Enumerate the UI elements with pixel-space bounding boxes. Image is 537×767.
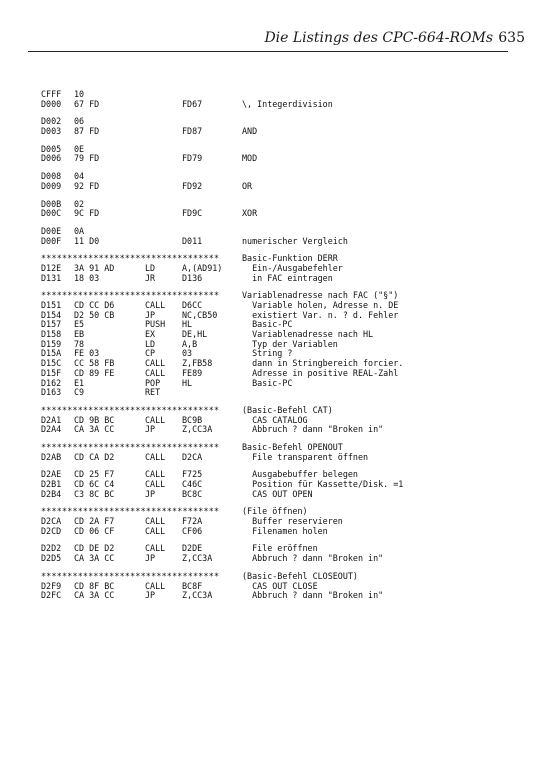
comment: existiert Var. n. ? d. Fehler <box>242 309 399 320</box>
mnemonic: RET <box>145 387 161 398</box>
address: D154 <box>41 309 62 320</box>
mnemonic: CALL <box>145 469 166 480</box>
hex-bytes: E1 <box>74 377 85 388</box>
address: D159 <box>41 338 62 349</box>
mnemonic: CALL <box>145 367 166 378</box>
hex-bytes: 67 FD <box>74 98 100 109</box>
hex-bytes: 04 <box>74 171 85 182</box>
operand: FD9C <box>182 208 203 219</box>
comment: Adresse in positive REAL-Zahl <box>242 367 399 378</box>
mnemonic: JP <box>145 488 156 499</box>
code-line <box>41 117 501 127</box>
address: D2B4 <box>41 488 62 499</box>
address: D2FC <box>41 590 62 601</box>
operand: DE,HL <box>182 329 208 340</box>
address: D157 <box>41 319 62 330</box>
address: D002 <box>41 116 62 127</box>
separator-stars: ********************************** <box>41 570 220 581</box>
address: D00E <box>41 225 62 236</box>
hex-bytes: CD 9B BC <box>74 414 115 425</box>
address: D003 <box>41 126 62 137</box>
address: D009 <box>41 180 62 191</box>
code-line <box>41 425 501 435</box>
hex-bytes: CD 06 CF <box>74 525 115 536</box>
hex-bytes: CD CA D2 <box>74 451 115 462</box>
hex-bytes: D2 50 CB <box>74 309 115 320</box>
hex-bytes: 06 <box>74 116 85 127</box>
code-line <box>41 274 501 284</box>
section-heading: (File öffnen) <box>242 506 308 517</box>
code-line <box>41 200 501 210</box>
page-header <box>0 0 537 52</box>
address: D158 <box>41 329 62 340</box>
address: D2AB <box>41 451 62 462</box>
operand: BC8C <box>182 488 203 499</box>
comment: MOD <box>242 153 258 164</box>
hex-bytes: CD 8F BC <box>74 580 115 591</box>
code-line <box>41 388 501 398</box>
hex-bytes: CC 58 FB <box>74 358 115 369</box>
mnemonic: JP <box>145 309 156 320</box>
section-heading: Variablenadresse nach FAC ("§") <box>242 290 399 301</box>
section-heading: Basic-Funktion DERR <box>242 253 338 264</box>
operand: FD92 <box>182 180 203 191</box>
operand: F725 <box>182 469 203 480</box>
comment: Ausgabebuffer belegen <box>242 469 358 480</box>
hex-bytes: CD 2A F7 <box>74 516 115 527</box>
hex-bytes: 02 <box>74 198 85 209</box>
code-line <box>41 554 501 564</box>
operand: Z,CC3A <box>182 590 213 601</box>
mnemonic: CALL <box>145 414 166 425</box>
operand: A,B <box>182 338 198 349</box>
operand: BC9B <box>182 414 203 425</box>
address: D163 <box>41 387 62 398</box>
hex-bytes: 78 <box>74 338 85 349</box>
comment: OR <box>242 180 253 191</box>
blank-line <box>41 137 501 145</box>
code-line <box>41 527 501 537</box>
code-line <box>41 172 501 182</box>
mnemonic: CALL <box>145 479 166 489</box>
address: D15A <box>41 348 62 359</box>
separator-stars: ********************************** <box>41 404 220 415</box>
address: D00B <box>41 198 62 209</box>
code-line <box>41 209 501 219</box>
operand: C46C <box>182 479 203 489</box>
page-number: 635 <box>498 30 525 46</box>
operand: FD87 <box>182 126 203 137</box>
comment: CAS CATALOG <box>242 414 308 425</box>
operand: FE89 <box>182 367 203 378</box>
address: D2CA <box>41 516 62 527</box>
hex-bytes: CD 6C C4 <box>74 479 115 489</box>
comment: Basic-PC <box>242 319 293 330</box>
comment: Abbruch ? dann "Broken in" <box>242 590 384 601</box>
operand: Z,CC3A <box>182 424 213 435</box>
address: D162 <box>41 377 62 388</box>
hex-bytes: 3A 91 AD <box>74 262 115 273</box>
mnemonic: JP <box>145 424 156 435</box>
comment: AND <box>242 126 258 137</box>
address: D00C <box>41 208 62 219</box>
hex-bytes: 92 FD <box>74 180 100 191</box>
address: D15C <box>41 358 62 369</box>
mnemonic: JR <box>145 272 156 283</box>
operand: FD67 <box>182 98 203 109</box>
hex-bytes: 10 <box>74 89 85 99</box>
address: D000 <box>41 98 62 109</box>
mnemonic: JP <box>145 590 156 601</box>
mnemonic: CALL <box>145 300 166 310</box>
comment: in FAC eintragen <box>242 272 333 283</box>
mnemonic: CP <box>145 348 156 359</box>
comment: Filenamen holen <box>242 525 328 536</box>
blank-line <box>41 164 501 172</box>
section-heading: Basic-Befehl OPENOUT <box>242 441 343 452</box>
mnemonic: CALL <box>145 516 166 527</box>
mnemonic: LD <box>145 338 156 349</box>
mnemonic: POP <box>145 377 161 388</box>
comment: Buffer reservieren <box>242 516 343 527</box>
blank-line <box>41 192 501 200</box>
address: D131 <box>41 272 62 283</box>
mnemonic: CALL <box>145 525 166 536</box>
comment: dann in Stringbereich forcier. <box>242 358 404 369</box>
mnemonic: CALL <box>145 543 166 554</box>
mnemonic: PUSH <box>145 319 166 330</box>
mnemonic: CALL <box>145 358 166 369</box>
operand: D011 <box>182 235 203 246</box>
hex-bytes: CA 3A CC <box>74 590 115 601</box>
code-line <box>41 453 501 463</box>
code-line <box>41 182 501 192</box>
operand: HL <box>182 377 193 388</box>
address: D2D2 <box>41 543 62 554</box>
hex-bytes: CD CC D6 <box>74 300 115 310</box>
address: D151 <box>41 300 62 310</box>
hex-bytes: 0E <box>74 143 85 154</box>
comment: Abbruch ? dann "Broken in" <box>242 553 384 564</box>
operand: CF06 <box>182 525 203 536</box>
hex-bytes: CA 3A CC <box>74 553 115 564</box>
comment: Variable holen, Adresse n. DE <box>242 300 399 310</box>
comment: \, Integerdivision <box>242 98 333 109</box>
address: CFFF <box>41 89 62 99</box>
comment: Variablenadresse nach HL <box>242 329 374 340</box>
code-line <box>41 127 501 137</box>
separator-stars: ********************************** <box>41 253 220 264</box>
blank-line <box>41 109 501 117</box>
hex-bytes: E5 <box>74 319 85 330</box>
address: D2CD <box>41 525 62 536</box>
address: D12E <box>41 262 62 273</box>
code-line <box>41 154 501 164</box>
comment: Typ der Variablen <box>242 338 338 349</box>
operand: D136 <box>182 272 203 283</box>
comment: Abbruch ? dann "Broken in" <box>242 424 384 435</box>
mnemonic: CALL <box>145 580 166 591</box>
blank-line <box>41 219 501 227</box>
mnemonic: EX <box>145 329 156 340</box>
hex-bytes: C9 <box>74 387 85 398</box>
operand: D2CA <box>182 451 203 462</box>
assembly-listing <box>41 90 501 601</box>
comment: CAS OUT CLOSE <box>242 580 318 591</box>
code-line <box>41 591 501 601</box>
operand: D6CC <box>182 300 203 310</box>
address: D006 <box>41 153 62 164</box>
operand: HL <box>182 319 193 330</box>
operand: NC,CB50 <box>182 309 218 320</box>
comment: CAS OUT OPEN <box>242 488 313 499</box>
hex-bytes: 9C FD <box>74 208 100 219</box>
comment: Position für Kassette/Disk. =1 <box>242 479 404 489</box>
hex-bytes: CA 3A CC <box>74 424 115 435</box>
code-line <box>41 490 501 500</box>
hex-bytes: 18 03 <box>74 272 100 283</box>
code-line <box>41 145 501 155</box>
hex-bytes: CD 25 F7 <box>74 469 115 480</box>
mnemonic: LD <box>145 262 156 273</box>
operand: Z,FB58 <box>182 358 213 369</box>
hex-bytes: 79 FD <box>74 153 100 164</box>
address: D2AE <box>41 469 62 480</box>
address: D00F <box>41 235 62 246</box>
operand: Z,CC3A <box>182 553 213 564</box>
address: D2F9 <box>41 580 62 591</box>
hex-bytes: CD DE D2 <box>74 543 115 554</box>
hex-bytes: 87 FD <box>74 126 100 137</box>
running-title: Die Listings des CPC-664-ROMs <box>264 30 493 46</box>
hex-bytes: CD 89 FE <box>74 367 115 378</box>
address: D2A4 <box>41 424 62 435</box>
comment: String ? <box>242 348 293 359</box>
comment: numerischer Vergleich <box>242 235 348 246</box>
hex-bytes: EB <box>74 329 85 340</box>
hex-bytes: 0A <box>74 225 85 236</box>
code-line <box>41 100 501 110</box>
comment: File eröffnen <box>242 543 318 554</box>
hex-bytes: C3 8C BC <box>74 488 115 499</box>
separator-stars: ********************************** <box>41 441 220 452</box>
header-rule <box>28 51 508 52</box>
section-heading: (Basic-Befehl CAT) <box>242 404 333 415</box>
code-line <box>41 237 501 247</box>
operand: FD79 <box>182 153 203 164</box>
operand: F72A <box>182 516 203 527</box>
address: D005 <box>41 143 62 154</box>
mnemonic: CALL <box>145 451 166 462</box>
operand: 03 <box>182 348 193 359</box>
operand: BC8F <box>182 580 203 591</box>
hex-bytes: FE 03 <box>74 348 100 359</box>
separator-stars: ********************************** <box>41 290 220 301</box>
operand: A,(AD91) <box>182 262 223 273</box>
address: D2A1 <box>41 414 62 425</box>
comment: Ein-/Ausgabefehler <box>242 262 343 273</box>
address: D008 <box>41 171 62 182</box>
mnemonic: JP <box>145 553 156 564</box>
operand: D2DE <box>182 543 203 554</box>
separator-stars: ********************************** <box>41 506 220 517</box>
comment: File transparent öffnen <box>242 451 369 462</box>
section-heading: (Basic-Befehl CLOSEOUT) <box>242 570 358 581</box>
address: D2D5 <box>41 553 62 564</box>
code-line <box>41 379 501 389</box>
address: D2B1 <box>41 479 62 489</box>
comment: Basic-PC <box>242 377 293 388</box>
comment: XOR <box>242 208 258 219</box>
hex-bytes: 11 D0 <box>74 235 100 246</box>
address: D15F <box>41 367 62 378</box>
